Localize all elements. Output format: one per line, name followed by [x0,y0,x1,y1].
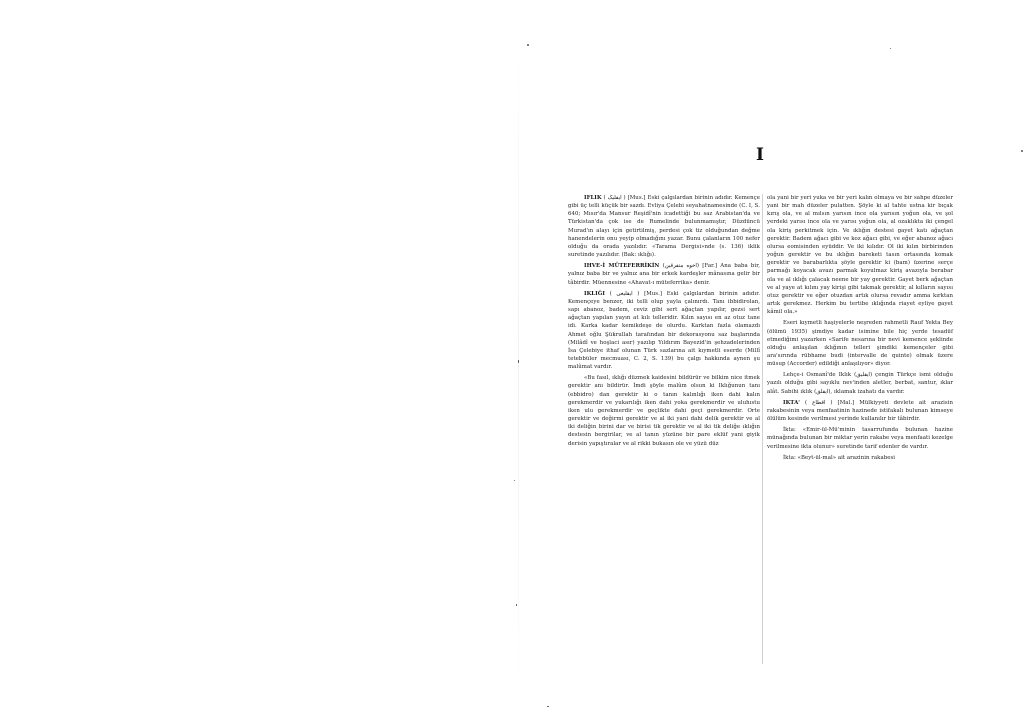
paragraph [767,319,953,368]
entry-headword: IKTA' [783,399,801,406]
paragraph [767,426,953,450]
continued-paragraph [767,194,953,316]
dictionary-entry [568,290,760,372]
entry-text: İkta: «Beyt-ül-mal» ait arazinin rakabesi [783,454,896,461]
entry-text: (اخوه متفرقین) [Far.] Ana baba bir, yalnız baba bir ve yalnız ana bir erkek kardeşler mânasına gelir bir tâbirdir. Müennesine «Ahavat-ı müteferrika» denir. [568,263,761,286]
paragraph [767,454,953,462]
section-letter: I [756,145,764,165]
scan-speck [514,480,515,481]
entry-text: ( اقطاع ) [Mal.] Mülkiyyeti devlete ait arazisin rakabesinin veya menfaatinin hazinede istifakalı bulunan kimseye ölülüm kesinde verilmesi yerinde kullanılır bir tâbirdir. [767,399,954,423]
scan-speck [890,48,891,49]
scan-speck [527,44,529,46]
entry-text: ola yani bir yeri yuka ve bir yeri kalın olmaya ve bir sahpe düzeler yani bir mah düzeler pulatten. Şöyle ki al tahte ustna kir bıçak kırış ola, ve al mılsın yarısın ince ola yarısın yoğun ola, ve şol yerdeki yarısı ince ola ve yarısı yoğun ola, al ozaklıkta iki çengel ola kiriş perkitmek için. Ve ıklığın destesi gayet katı ağaçtan gerektir. Badem ağacı gibi ve koz ağacı gibi, ve eğer abanoz ağacı olursa eomisinden eyüddir. Ve iki kılıdır. Ol iki kılın birbirinden yoğun gerektir ve bu ıklığın bareketi tasın ortasında komak gerektir ve barabarlıkta şöyle gerektir ki (bam) üzerine serçe parmağı koyacak avazı parmak koyulmaz kiriş avazıyla berabar ola ve al ıklığı çalacak neene bir yay gerektir. Gayet berk ağaçtan ve al yaye at kılını yay kirişi gibi takmak gerektir, al kılların sayısı otuz gerektir ve eğer otuzdan artık olursa revadır amma kırktan artık gerekmez. Herkim bu tertibe ıklığında riayet eyliye gayet kâmil ola.» [767,195,953,316]
entry-text: İkta: «Emir-ül-Mü'minin tasarrufunda bulunan hazine münağında bulunan bir miktar yerin rakabe veya menfaati kezelge verilmesine ikta olunur» suretinde tarif edenler de vardır. [767,427,953,450]
entry-text: «Bu fasıl, ıklığı düzmek kaidesini bildürür ve bilkim nice itmek gerektir anı bildirür. İmdi şöyle malûm olsun ki Iklığunun tanı (ebbidro) dan gerektir ki o tanın kalınlığı iken dahi kalın gerekmerdir ve yukarılığı iken dahi yoka gerekmerdir ve uluhıstu iken ulu gerekmerdir ve geçlikte dahi geçi gerekmerdir. Orte gerektir ve değirmi gerektir ve al iki yani dahi delik gerektir ve al iki deliğin birini dar ve birisi tik gerektir ve al iki tik deliğe ıklığın destesin bergirilar, ve al tanın yüzüne bir pare eklüf yani giyik derisin yapıştıralar ve al rikki bukasın ole ve yüzü düz [568,375,760,447]
left-column [568,194,760,451]
paragraph [767,371,953,395]
entry-text: Eseri kıymetli haşiyelerle neşreden rahmetli Rauf Yekta Bey (ölümü 1935) şimdiye kadar isimine bile hiç yerde tesadüf etmediğimi yazarken «Sarife nesarına bir nevi kemence şeklinde olduğu anlaşılan ıklığının telleri şimdiki kemençeler gibi ara'sırında rübhame budi (intervalle de quinte) olmak üzere müsup (Accorder) edildiği anlaşılıyor» diyor. [767,320,953,368]
scan-speck [1021,150,1023,152]
scan-speck [518,360,519,363]
quoted-paragraph [568,374,760,447]
column-divider [762,194,763,664]
page-fold [518,30,519,710]
entry-text: Lehçe-i Osmanî'de Iklık (ایقلیق) çengin Türkçe ismi olduğu yazılı olduğu gibi sayıklu nev'inden aletler, berbat, santur, ıklar alât. Sabihi ıklık (ایقلق), ıklamak izahatı da vardır. [767,372,953,395]
entry-headword: IHVE-İ MÜTEFERRİKİN [584,263,660,270]
entry-text: ( ایقلیغی ) [Mus.] Eski çalgılardan birinin adıdır. Kemençeye benzer, iki telli olup yayla çalınırdı. Tanı ibbidirolan, sapı abanoz, badem, ceviz gibi sert ağaçtan yapılır, gezsi sert ağaçtan yapılan yayın at kılı telleridir. Kılın sayısı en az otuz tane idi. Karka kadar kemikdeşe de olurdu. Karktan fazla olamazdı Ahmet oğlu Şükrullah tarafından bir dekorasyonu saz başlarında (Milâdî ve hoşlaci asır) yazılıp Yıldırım Bayezid'in şehzadelerinden İsa Çelebiye ithaf olunan Türk sazlarına ait kıymetli eserde (Millî tetebbüler mecmuası, C. 2, S. 139) bu çalgı hakkında aynen şu malûmat vardır. [568,290,760,371]
dictionary-entry [568,262,760,286]
scan-speck [516,604,517,606]
entry-headword: IKLIĞI [584,290,605,297]
right-column [767,194,953,465]
entry-headword: IFLIK [584,195,602,201]
dictionary-entry [568,194,760,259]
scan-speck [547,706,549,707]
entry-text: ( ایفلیک ) [Mus.] Eski çalgılardan birinin adıdır. Kemençe gibi üç telli küçük bir sazdı. Evliya Çelebi seyahatnamesinde (C. I, S. 640; Mısır'da Mansur Reşidî'nin icadettiği bu saz Arabistan'da ve Türkistan'da çok ise de Rumelinde bulunmamıştır, Düzdüncü Murad'ın alayı için getirtilmiş, perdesi çok tiz olduğundan değme hanendelerin onu yeyip olmadığını yazar. Bunu çalanların 100 nefer olduğu da orada yazılıdır. «Tarama Dergisi»nde (s. 136) iklik suretinde yazılıdır. (Bak: ıklığı). [568,195,760,259]
dictionary-entry [767,399,953,423]
